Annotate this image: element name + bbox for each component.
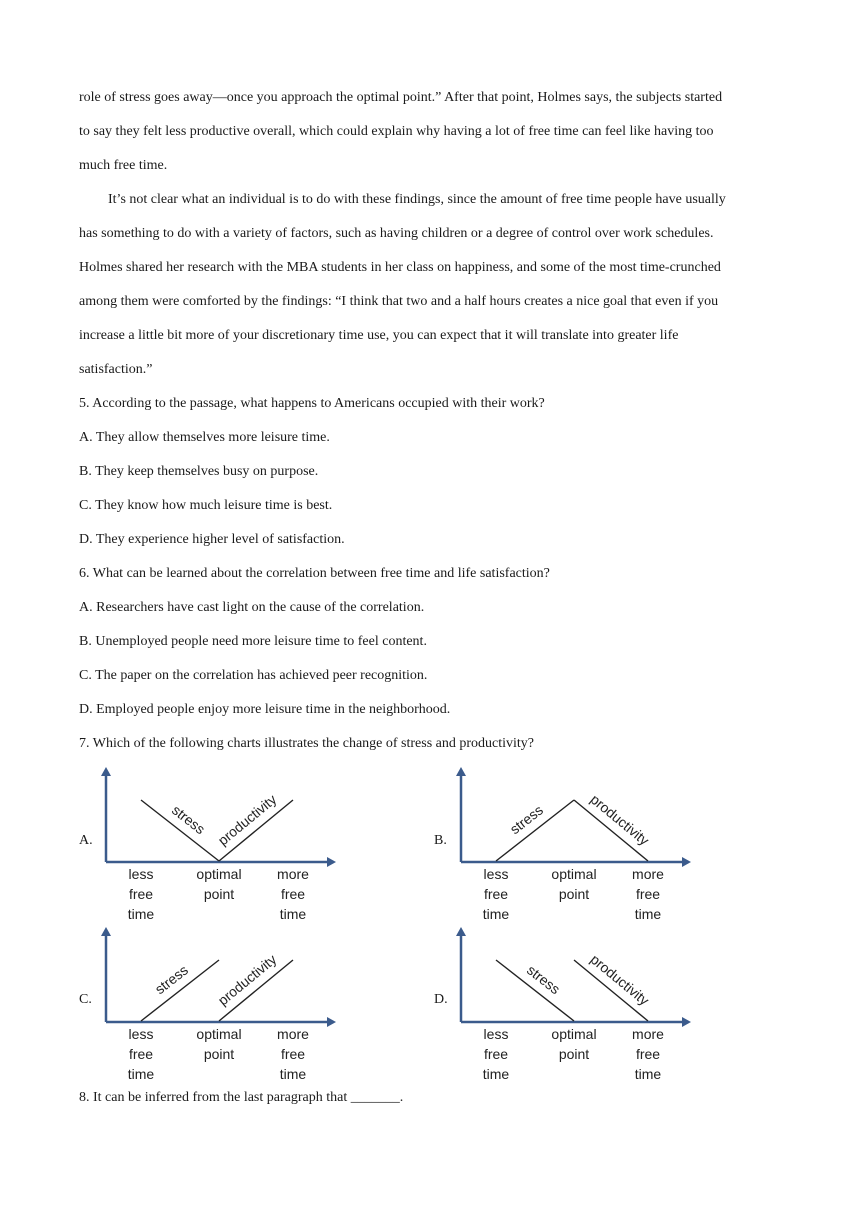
x-tick-label: more (277, 866, 309, 882)
x-tick-label: optimal (551, 866, 597, 882)
x-tick-label: less (128, 866, 154, 882)
x-tick-label: free (483, 1046, 509, 1062)
x-tick-label: less (128, 1026, 154, 1042)
q5-option-a: A. They allow themselves more leisure time. (79, 430, 330, 445)
chart-d (450, 920, 700, 1085)
question-6-stem: 6. What can be learned about the correlation between free time and life satisfaction? (79, 566, 550, 581)
series-label-productivity: productivity (587, 951, 653, 1009)
x-tick-label: free (128, 1046, 154, 1062)
chart-a-letter: A. (79, 833, 93, 848)
y-axis-arrow (101, 927, 111, 936)
question-5-stem: 5. According to the passage, what happens to Americans occupied with their work? (79, 396, 545, 411)
x-tick-label: less (483, 1026, 509, 1042)
x-tick-label: more (632, 1026, 664, 1042)
x-tick-label: time (279, 1066, 307, 1082)
x-tick-label: time (634, 1066, 662, 1082)
x-tick-label: time (127, 906, 155, 922)
x-tick-label: point (558, 1046, 590, 1062)
x-tick-label: point (203, 886, 235, 902)
passage-line: to say they felt less productive overall, which could explain why having a lot of free time can feel like having too (79, 124, 714, 139)
x-tick-label: less (483, 866, 509, 882)
x-tick-label: more (632, 866, 664, 882)
question-8-stem: 8. It can be inferred from the last paragraph that _______. (79, 1090, 404, 1105)
chart-d-letter: D. (434, 992, 448, 1007)
x-tick-label: free (128, 886, 154, 902)
series-label-productivity: productivity (214, 791, 280, 849)
y-axis-arrow (456, 767, 466, 776)
x-tick-label: time (482, 906, 510, 922)
series-label-stress: stress (168, 801, 209, 838)
series-label-productivity: productivity (214, 951, 280, 1009)
x-axis-arrow (327, 857, 336, 867)
q6-option-b: B. Unemployed people need more leisure time to feel content. (79, 634, 427, 649)
x-tick-label: time (482, 1066, 510, 1082)
x-tick-label: optimal (196, 1026, 242, 1042)
series-label-stress: stress (506, 801, 547, 838)
x-tick-label: more (277, 1026, 309, 1042)
x-axis-arrow (327, 1017, 336, 1027)
passage-line: among them were comforted by the findings: “I think that two and a half hours creates a nice goal that even if you (79, 294, 719, 309)
q5-option-b: B. They keep themselves busy on purpose. (79, 464, 319, 479)
series-label-productivity: productivity (587, 791, 653, 849)
chart-a (95, 760, 345, 925)
y-axis-arrow (101, 767, 111, 776)
x-tick-label: free (483, 886, 509, 902)
x-tick-label: time (279, 906, 307, 922)
q6-option-c: C. The paper on the correlation has achieved peer recognition. (79, 668, 428, 683)
x-axis-arrow (682, 857, 691, 867)
x-tick-label: point (558, 886, 590, 902)
chart-c (95, 920, 345, 1085)
x-tick-label: time (634, 906, 662, 922)
x-tick-label: optimal (196, 866, 242, 882)
x-tick-label: time (127, 1066, 155, 1082)
passage-line: satisfaction.” (79, 362, 153, 377)
q6-option-a: A. Researchers have cast light on the cause of the correlation. (79, 600, 425, 615)
series-label-stress: stress (523, 961, 564, 998)
passage-line: increase a little bit more of your discretionary time use, you can expect that it will translate into greater life (79, 328, 679, 343)
passage-line: Holmes shared her research with the MBA students in her class on happiness, and some of the most time-crunched (79, 260, 721, 275)
chart-b (450, 760, 700, 925)
x-tick-label: optimal (551, 1026, 597, 1042)
passage-line: role of stress goes away—once you approach the optimal point.” After that point, Holmes says, the subjects started (79, 90, 723, 105)
x-tick-label: free (635, 1046, 661, 1062)
series-label-stress: stress (151, 961, 192, 998)
chart-c-letter: C. (79, 992, 92, 1007)
x-tick-label: free (280, 1046, 306, 1062)
question-7-stem: 7. Which of the following charts illustrates the change of stress and productivity? (79, 736, 535, 751)
passage-line: much free time. (79, 158, 168, 173)
x-tick-label: free (280, 886, 306, 902)
x-tick-label: free (635, 886, 661, 902)
x-tick-label: point (203, 1046, 235, 1062)
q5-option-d: D. They experience higher level of satisfaction. (79, 532, 345, 547)
q6-option-d: D. Employed people enjoy more leisure time in the neighborhood. (79, 702, 451, 717)
passage-line: has something to do with a variety of factors, such as having children or a degree of control over work schedules. (79, 226, 714, 241)
passage-line: It’s not clear what an individual is to do with these findings, since the amount of free time people have usually (108, 192, 726, 207)
q5-option-c: C. They know how much leisure time is best. (79, 498, 333, 513)
y-axis-arrow (456, 927, 466, 936)
x-axis-arrow (682, 1017, 691, 1027)
chart-b-letter: B. (434, 833, 447, 848)
